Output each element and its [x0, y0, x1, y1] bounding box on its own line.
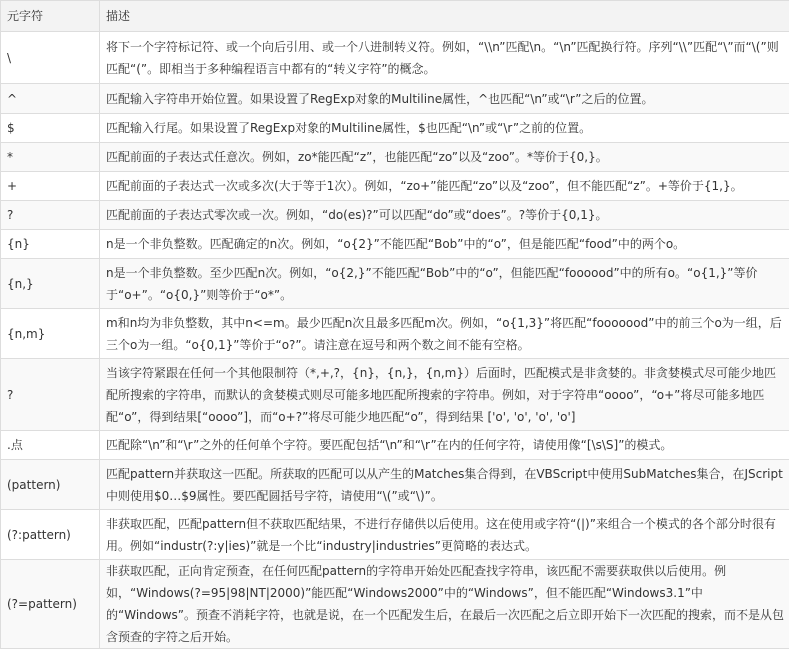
description-cell: 匹配pattern并获取这一匹配。所获取的匹配可以从产生的Matches集合得到，在VBScript中使用SubMatches集合，在JScript中则使用$0…$9属性。要匹配圆括号字符，请使用“\(”或“\)”。 [100, 460, 789, 510]
metacharacter-cell: (pattern) [1, 460, 100, 510]
description-cell: n是一个非负整数。匹配确定的n次。例如，“o{2}”不能匹配“Bob”中的“o”，但是能匹配“food”中的两个o。 [100, 230, 789, 259]
table-row [1, 114, 789, 143]
description-cell: 匹配前面的子表达式零次或一次。例如，“do(es)?”可以匹配“do”或“does”。?等价于{0,1}。 [100, 201, 789, 230]
metacharacter-cell: \ [1, 32, 100, 84]
table-row [1, 431, 789, 460]
metacharacter-cell: ^ [1, 84, 100, 114]
table-row [1, 560, 789, 649]
metacharacter-cell: ? [1, 201, 100, 230]
table-row [1, 259, 789, 309]
table-row [1, 359, 789, 431]
table-row [1, 460, 789, 510]
description-cell: 匹配前面的子表达式任意次。例如，zo*能匹配“z”，也能匹配“zo”以及“zoo”。*等价于{0,}。 [100, 143, 789, 172]
description-cell: 将下一个字符标记符、或一个向后引用、或一个八进制转义符。例如，“\\n”匹配\n。“\n”匹配换行符。序列“\\”匹配“\”而“\(”则匹配“(”。即相当于多种编程语言中都有的“转义字符”的概念。 [100, 32, 789, 84]
table-row [1, 309, 789, 359]
metacharacter-cell: (?:pattern) [1, 510, 100, 560]
description-cell: 非获取匹配，正向肯定预查，在任何匹配pattern的字符串开始处匹配查找字符串，该匹配不需要获取供以后使用。例如，“Windows(?=95|98|NT|2000)”能匹配“Windows2000”中的“Windows”，但不能匹配“Windows3.1”中的“Windows”。预查不消耗字符，也就是说，在一个匹配发生后，在最后一次匹配之后立即开始下一次匹配的搜索，而不是从包含预查的字符之后开始。 [100, 560, 789, 649]
table-row [1, 201, 789, 230]
table-row [1, 32, 789, 84]
metacharacter-cell: {n} [1, 230, 100, 259]
table-header-row [1, 1, 789, 32]
metacharacter-cell: {n,m} [1, 309, 100, 359]
metacharacter-cell: * [1, 143, 100, 172]
column-header-description: 描述 [100, 1, 789, 32]
metacharacter-cell: {n,} [1, 259, 100, 309]
metacharacter-cell: ? [1, 359, 100, 431]
table-row [1, 172, 789, 201]
description-cell: 非获取匹配，匹配pattern但不获取匹配结果，不进行存储供以后使用。这在使用或字符“(|)”来组合一个模式的各个部分时很有用。例如“industr(?:y|ies)”就是一个比“industry|industries”更简略的表达式。 [100, 510, 789, 560]
metacharacter-cell: .点 [1, 431, 100, 460]
description-cell: 匹配输入字符串开始位置。如果设置了RegExp对象的Multiline属性，^也匹配“\n”或“\r”之后的位置。 [100, 84, 789, 114]
description-cell: 匹配前面的子表达式一次或多次(大于等于1次）。例如，“zo+”能匹配“zo”以及“zoo”，但不能匹配“z”。+等价于{1,}。 [100, 172, 789, 201]
table-row [1, 84, 789, 114]
metacharacter-cell: + [1, 172, 100, 201]
table-row [1, 230, 789, 259]
description-cell: 匹配输入行尾。如果设置了RegExp对象的Multiline属性，$也匹配“\n”或“\r”之前的位置。 [100, 114, 789, 143]
description-cell: 当该字符紧跟在任何一个其他限制符（*,+,?，{n}，{n,}，{n,m}）后面时，匹配模式是非贪婪的。非贪婪模式尽可能少地匹配所搜索的字符串，而默认的贪婪模式则尽可能多地匹配所搜索的字符串。例如，对于字符串“oooo”，“o+”将尽可能多地匹配“o”，得到结果[“oooo”]，而“o+?”将尽可能少地匹配“o”，得到结果 ['o', 'o', 'o', 'o'] [100, 359, 789, 431]
table-row [1, 143, 789, 172]
table-row [1, 510, 789, 560]
description-cell: n是一个非负整数。至少匹配n次。例如，“o{2,}”不能匹配“Bob”中的“o”，但能匹配“foooood”中的所有o。“o{1,}”等价于“o+”。“o{0,}”则等价于“o*”。 [100, 259, 789, 309]
metacharacter-cell: (?=pattern) [1, 560, 100, 649]
metacharacter-cell: $ [1, 114, 100, 143]
description-cell: 匹配除“\n”和“\r”之外的任何单个字符。要匹配包括“\n”和“\r”在内的任何字符，请使用像“[\s\S]”的模式。 [100, 431, 789, 460]
column-header-metacharacter: 元字符 [1, 1, 100, 32]
description-cell: m和n均为非负整数，其中n<=m。最少匹配n次且最多匹配m次。例如，“o{1,3}”将匹配“fooooood”中的前三个o为一组，后三个o为一组。“o{0,1}”等价于“o?”。请注意在逗号和两个数之间不能有空格。 [100, 309, 789, 359]
